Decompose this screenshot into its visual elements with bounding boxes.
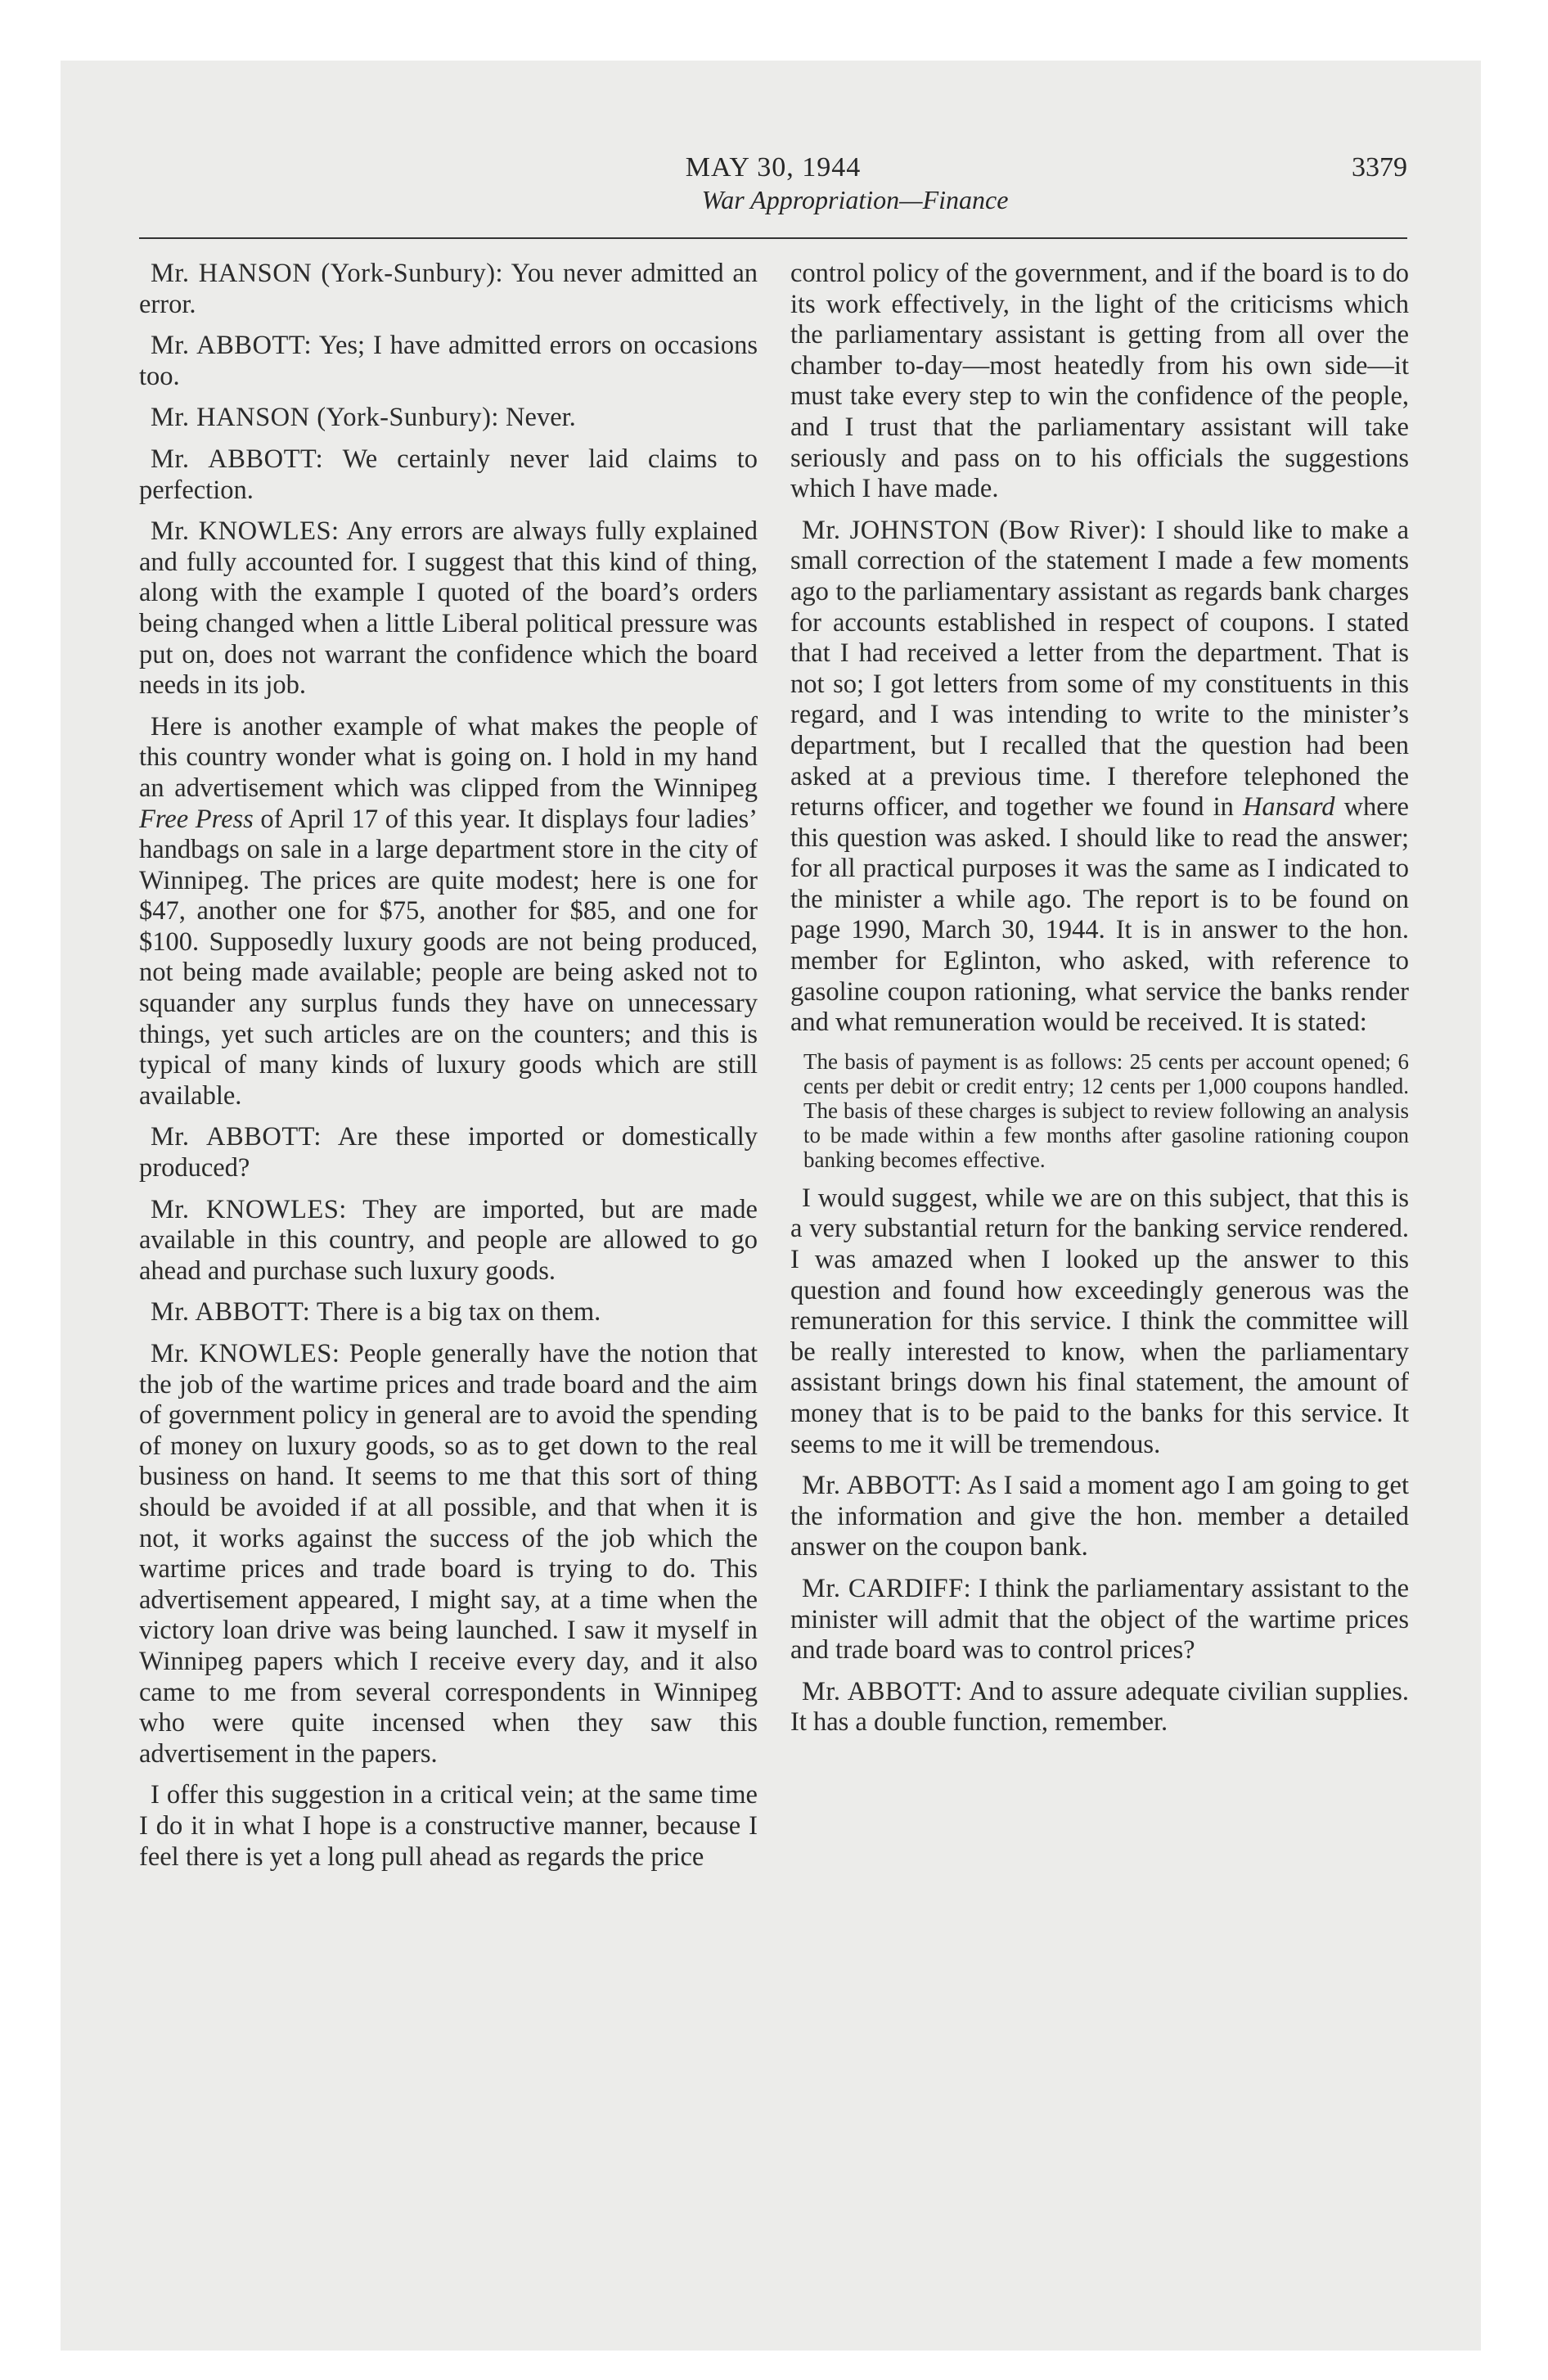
- speech-text: Yes; I have admitted errors on occasions too.: [139, 331, 758, 391]
- paragraph-text: control policy of the government, and if the board is to do its work effectively, in the light of the criticisms which the parliamentary assistant is getting from all over the chamber to-day—most heatedly from his own side—it must take every step to win the confidence of the people, and I trust that the parliamentary assistant will take seriously and pass on to his officials the suggestions which I have made.: [790, 259, 1409, 504]
- paragraph-text: I would suggest, while we are on this subject, that this is a very substantial return for the banking service rendered. I was amazed when I looked up the answer to this question and found how exceedingly generous was the remuneration for this service. I think the committee will be really interested to know, when the parliamentary assistant brings down his final statement, the amount of money that is to be paid to the banks for this service. It seems to me it will be tremendous.: [790, 1183, 1409, 1459]
- speech-text: And to assure adequate civilian supplies. It has a double function, remember.: [790, 1676, 1410, 1738]
- speech-text: I should like to make a small correction of the statement I made a few moments ago to the parliamentary assistant as regards bank charges for accounts established in respect of coupons. I stated that I had received a letter from the department. That is not so; I got letters from some of my constituents in this regard, and I was intending to write to the minister’s department, but I recalled that the question had been asked at a previous time. I therefore telephoned the returns officer, and together we found in: [790, 515, 1410, 823]
- header-date: MAY 30, 1944: [685, 152, 862, 183]
- section-title: War Appropriation—Finance: [701, 185, 1009, 214]
- speaker-name: Mr. ABBOTT:: [802, 1676, 963, 1706]
- paragraph: [139, 1780, 758, 1873]
- speaker-name: Mr. ABBOTT:: [151, 331, 313, 361]
- speech-text: Any errors are always fully explained and fully accounted for. I suggest that this kind of thing, along with the example I quoted of the board’s orders being changed when a little Liberal political pressure was put on, does not warrant the confidence which the board needs in its job.: [139, 516, 758, 701]
- paragraph: [139, 259, 758, 320]
- paragraph: [139, 444, 758, 506]
- speaker-name: Mr. ABBOTT:: [151, 1122, 322, 1152]
- speaker-name: Mr. JOHNSTON (Bow River):: [802, 515, 1148, 545]
- speaker-name: Mr. KNOWLES:: [151, 516, 340, 547]
- paragraph: [790, 516, 1409, 1039]
- speech-text: We certainly never laid claims to perfection.: [139, 444, 758, 505]
- paragraph: [790, 1677, 1409, 1738]
- paragraph: [139, 403, 758, 434]
- paragraph: [139, 1195, 758, 1287]
- publication-title: Hansard: [1242, 792, 1335, 823]
- speech-text: You never admitted an error.: [139, 259, 758, 319]
- speaker-name: Mr. KNOWLES:: [151, 1339, 340, 1368]
- speech-text: I think the parliamentary assistant to the minister will admit that the object of the wartime prices and trade board was to control prices?: [790, 1573, 1409, 1666]
- paragraph: [790, 1574, 1409, 1666]
- speaker-name: Mr. HANSON (York-Sunbury):: [151, 403, 499, 433]
- speech-text: They are imported, but are made available in this country, and people are allowed to go ahead and purchase such luxury goods.: [139, 1194, 758, 1286]
- newspaper-title: Free Press: [139, 804, 254, 834]
- speaker-name: Mr. ABBOTT:: [802, 1471, 962, 1501]
- paragraph: [139, 1122, 758, 1183]
- paragraph: [139, 331, 758, 392]
- speech-text: People generally have the notion that the job of the wartime prices and trade board and the aim of government policy in general are to avoid the spending of money on luxury goods, so as to get down to the real business on hand. It seems to me that this sort of thing should be avoided if at all possible, and that when it is not, it works against the success of the job which the wartime prices and trade board is trying to do. This advertisement appeared, I might say, at a time when the victory loan drive was being launched. I saw it myself in Winnipeg papers which I receive every day, and it also came to me from several correspondents in Winnipeg who were quite incensed when they saw this advertisement in the papers.: [139, 1339, 758, 1769]
- paragraph: [139, 1297, 758, 1328]
- page-number: 3379: [1352, 152, 1407, 183]
- paragraph: [139, 1339, 758, 1769]
- speaker-name: Mr. HANSON (York-Sunbury):: [151, 259, 504, 288]
- paragraph: [790, 1471, 1409, 1563]
- speech-text: As I said a moment ago I am going to get the information and give the hon. member a detailed answer on the coupon bank.: [790, 1471, 1409, 1562]
- paragraph: [790, 259, 1409, 505]
- speaker-name: Mr. ABBOTT:: [151, 444, 324, 474]
- left-column: [139, 259, 758, 1883]
- paragraph: [139, 712, 758, 1112]
- speaker-name: Mr. KNOWLES:: [151, 1194, 347, 1224]
- speaker-name: Mr. ABBOTT:: [151, 1297, 311, 1327]
- block-quote: The basis of payment is as follows: 25 cents per account opened; 6 cents per debit or credit entry; 12 cents per 1,000 coupons handled. The basis of these charges is subject to review following an analysis to be made within a few months after gasoline rationing coupon banking becomes effective.: [803, 1048, 1409, 1172]
- paragraph: [139, 516, 758, 701]
- right-column: [790, 259, 1409, 1749]
- speech-text: There is a big tax on them.: [310, 1297, 601, 1327]
- speaker-name: Mr. CARDIFF:: [802, 1573, 972, 1603]
- paragraph-text: I offer this suggestion in a critical vein; at the same time I do it in what I hope is a constructive manner, because I feel there is yet a long pull ahead as regards the price: [139, 1780, 758, 1872]
- paragraph-text: Here is another example of what makes the people of this country wonder what is going on. I hold in my hand an advertisement which was clipped from the Winnipeg: [139, 711, 758, 803]
- speech-text: where this question was asked. I should like to read the answer; for all practical purposes it was the same as I indicated to the minister a while ago. The report is to be found on page 1990, March 30, 1944. It is in answer to the hon. member for Eglinton, who asked, with reference to gasoline coupon rationing, what service the banks render and what remuneration would be received. It is stated:: [790, 792, 1409, 1038]
- speech-text: Never.: [498, 403, 576, 433]
- page-header: [139, 152, 1407, 226]
- speech-text: Are these imported or domestically produced?: [139, 1122, 758, 1183]
- paragraph-text: of April 17 of this year. It displays four ladies’ handbags on sale in a large department store in the city of Winnipeg. The prices are quite modest; here is one for $47, another one for $75, another for $85, and one for $100. Supposedly luxury goods are not being produced, not being made available; people are being asked not to squander any surplus funds they have on unnecessary things, yet such articles are on the counters; and this is typical of many kinds of luxury goods which are still available.: [139, 804, 758, 1111]
- paragraph: [790, 1183, 1409, 1460]
- header-rule: [139, 237, 1407, 239]
